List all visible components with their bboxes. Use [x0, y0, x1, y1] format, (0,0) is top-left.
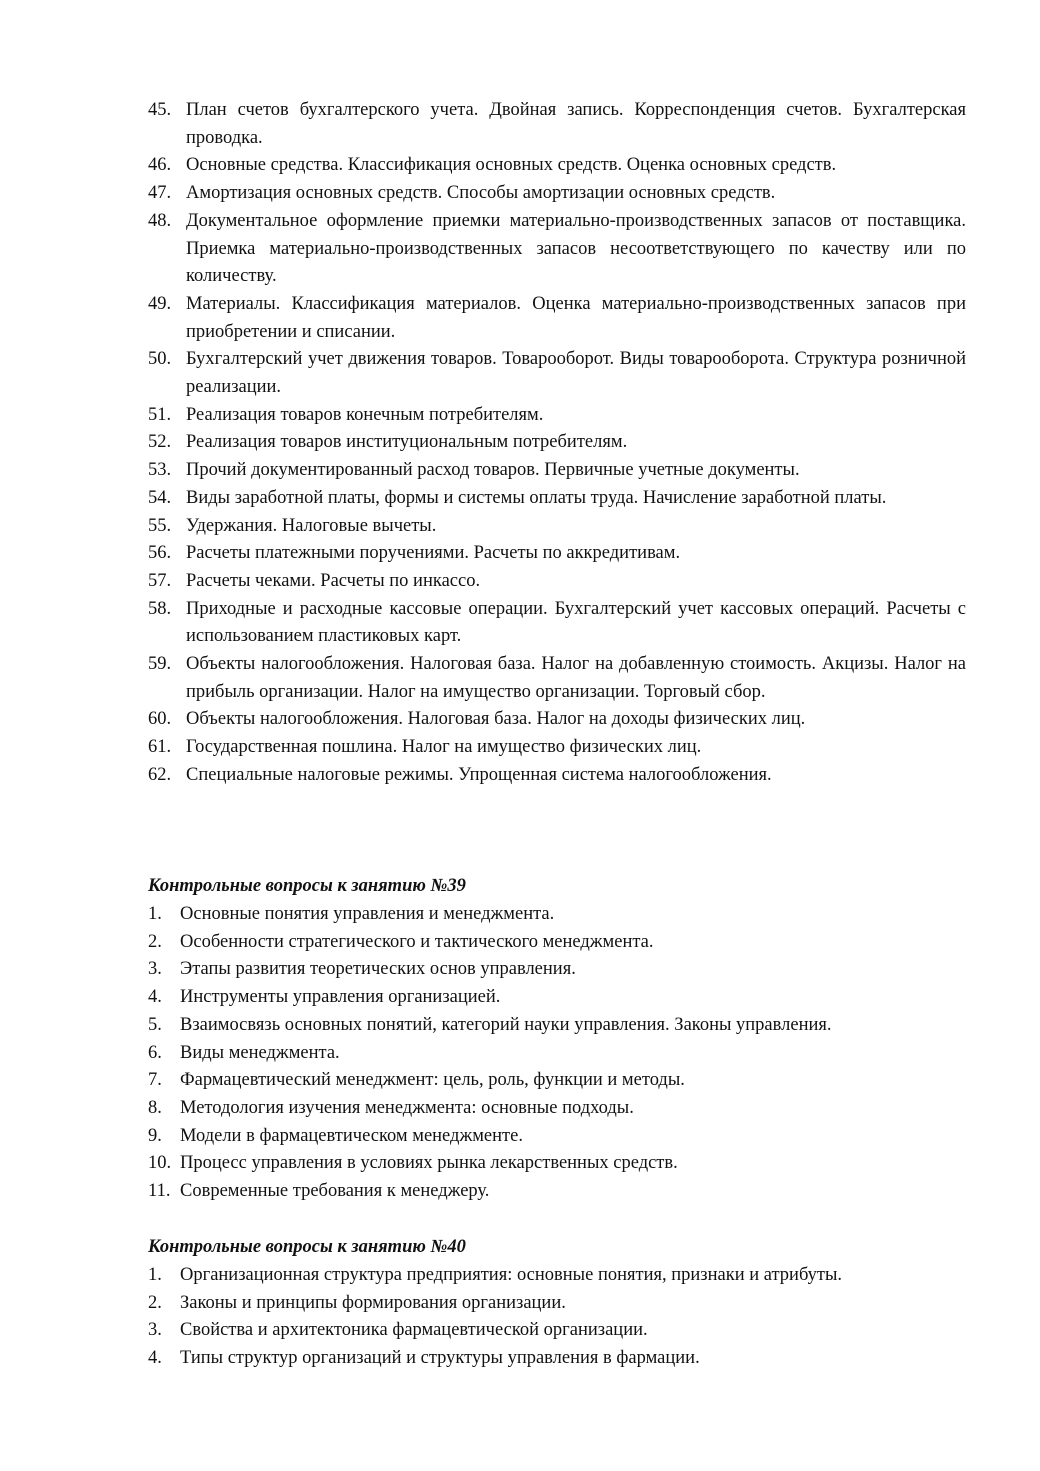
item-text: Этапы развития теоретических основ управления.: [180, 959, 576, 980]
item-text: План счетов бухгалтерского учета. Двойная запись. Корреспонденция счетов. Бухгалтерская проводка.: [186, 100, 966, 148]
item-number: 4.: [148, 987, 162, 1008]
item-number: 7.: [148, 1070, 162, 1091]
item-text: Виды менеджмента.: [180, 1042, 340, 1063]
list-item: [148, 1290, 966, 1318]
item-number: 11.: [148, 1181, 171, 1202]
numbered-list: [148, 901, 966, 1206]
list-item: [148, 901, 966, 929]
question-list-accounting: [148, 97, 966, 790]
list-item: [148, 762, 966, 790]
list-item: [148, 984, 966, 1012]
question-list-40: [148, 1262, 966, 1373]
section-heading-40: Контрольные вопросы к занятию №40: [148, 1237, 466, 1257]
list-item: [148, 651, 966, 706]
list-item: [148, 929, 966, 957]
item-number: 1.: [148, 904, 162, 924]
list-item: [148, 734, 966, 762]
item-number: 2.: [148, 931, 162, 952]
item-number: 51.: [148, 404, 172, 425]
item-number: 56.: [148, 543, 172, 564]
list-item: [148, 1317, 966, 1345]
list-item: [148, 1012, 966, 1040]
item-text: Специальные налоговые режимы. Упрощенная система налогообложения.: [186, 764, 772, 785]
item-text: Расчеты платежными поручениями. Расчеты по аккредитивам.: [186, 543, 681, 564]
list-item: [148, 97, 966, 152]
list-item: [148, 1345, 966, 1373]
list-item: [148, 706, 966, 734]
item-text: Амортизация основных средств. Способы амортизации основных средств.: [186, 183, 776, 204]
item-text: Материалы. Классификация материалов. Оценка материально-производственных запасов при приобретении и списании.: [186, 293, 966, 342]
item-text: Удержания. Налоговые вычеты.: [186, 515, 437, 536]
item-number: 49.: [148, 293, 172, 314]
item-number: 62.: [148, 764, 172, 785]
item-text: Приходные и расходные кассовые операции. Бухгалтерский учет кассовых операций. Расчеты с использованием пластиковых карт.: [186, 598, 966, 647]
item-text: Основные средства. Классификация основных средств. Оценка основных средств.: [186, 155, 837, 176]
list-item: [148, 1178, 966, 1206]
item-number: 10.: [148, 1153, 172, 1174]
item-text: Типы структур организаций и структуры управления в фармации.: [180, 1348, 700, 1369]
numbered-list: [148, 1262, 966, 1373]
section-heading-39: Контрольные вопросы к занятию №39: [148, 876, 466, 896]
item-number: 8.: [148, 1097, 162, 1118]
list-item: [148, 1067, 966, 1095]
item-text: Виды заработной платы, формы и системы оплаты труда. Начисление заработной платы.: [186, 487, 887, 508]
item-number: 60.: [148, 709, 172, 730]
item-text: Современные требования к менеджеру.: [180, 1181, 490, 1202]
list-item: [148, 291, 966, 346]
list-item: [148, 402, 966, 430]
item-number: 1.: [148, 1265, 162, 1285]
item-text: Документальное оформление приемки материально-производственных запасов от поставщика. Приемка материально-производственных запасов несоответствующего по качеству или по количеству.: [186, 210, 966, 287]
list-item: [148, 513, 966, 541]
item-text: Бухгалтерский учет движения товаров. Товарооборот. Виды товарооборота. Структура розничной реализации.: [186, 349, 966, 398]
item-text: Инструменты управления организацией.: [180, 987, 501, 1008]
numbered-list: [148, 97, 966, 790]
list-item: [148, 208, 966, 291]
item-text: Расчеты чеками. Расчеты по инкассо.: [186, 570, 481, 591]
item-number: 48.: [148, 210, 172, 231]
item-number: 46.: [148, 155, 172, 176]
item-text: Прочий документированный расход товаров. Первичные учетные документы.: [186, 460, 800, 481]
list-item: [148, 429, 966, 457]
item-number: 47.: [148, 183, 172, 204]
item-text: Свойства и архитектоника фармацевтической организации.: [180, 1320, 648, 1341]
item-text: Процесс управления в условиях рынка лекарственных средств.: [180, 1153, 678, 1174]
item-text: Объекты налогообложения. Налоговая база. Налог на добавленную стоимость. Акцизы. Налог на прибыль организации. Налог на имущество организации. Торговый сбор.: [186, 654, 966, 702]
item-number: 58.: [148, 598, 172, 619]
list-item: [148, 596, 966, 651]
item-number: 3.: [148, 1320, 162, 1341]
item-number: 4.: [148, 1348, 162, 1369]
item-number: 2.: [148, 1292, 162, 1313]
item-number: 52.: [148, 432, 172, 453]
list-item: [148, 152, 966, 180]
item-number: 59.: [148, 654, 172, 675]
list-item: [148, 457, 966, 485]
item-number: 9.: [148, 1125, 162, 1146]
item-number: 61.: [148, 737, 172, 758]
item-text: Фармацевтический менеджмент: цель, роль, функции и методы.: [180, 1070, 685, 1091]
list-item: [148, 1262, 966, 1290]
list-item: [148, 1040, 966, 1068]
item-text: Государственная пошлина. Налог на имущество физических лиц.: [186, 737, 702, 758]
item-text: Основные понятия управления и менеджмента.: [180, 904, 555, 924]
item-text: Реализация товаров конечным потребителям.: [186, 404, 544, 425]
item-text: Законы и принципы формирования организации.: [180, 1292, 566, 1313]
list-item: [148, 180, 966, 208]
item-number: 53.: [148, 460, 172, 481]
item-number: 3.: [148, 959, 162, 980]
list-item: [148, 1123, 966, 1151]
item-text: Методология изучения менеджмента: основные подходы.: [180, 1097, 634, 1118]
item-number: 50.: [148, 349, 172, 370]
question-list-39: [148, 901, 966, 1206]
item-number: 45.: [148, 100, 172, 120]
list-item: [148, 956, 966, 984]
item-text: Взаимосвязь основных понятий, категорий науки управления. Законы управления.: [180, 1014, 832, 1035]
list-item: [148, 1095, 966, 1123]
item-text: Модели в фармацевтическом менеджменте.: [180, 1125, 523, 1146]
item-text: Объекты налогообложения. Налоговая база. Налог на доходы физических лиц.: [186, 709, 806, 730]
list-item: [148, 485, 966, 513]
item-number: 54.: [148, 487, 172, 508]
item-text: Особенности стратегического и тактического менеджмента.: [180, 931, 654, 952]
list-item: [148, 346, 966, 401]
item-number: 5.: [148, 1014, 162, 1035]
list-item: [148, 540, 966, 568]
item-number: 55.: [148, 515, 172, 536]
list-item: [148, 568, 966, 596]
item-text: Организационная структура предприятия: основные понятия, признаки и атрибуты.: [180, 1265, 843, 1285]
item-text: Реализация товаров институциональным потребителям.: [186, 432, 628, 453]
list-item: [148, 1150, 966, 1178]
item-number: 57.: [148, 570, 172, 591]
item-number: 6.: [148, 1042, 162, 1063]
